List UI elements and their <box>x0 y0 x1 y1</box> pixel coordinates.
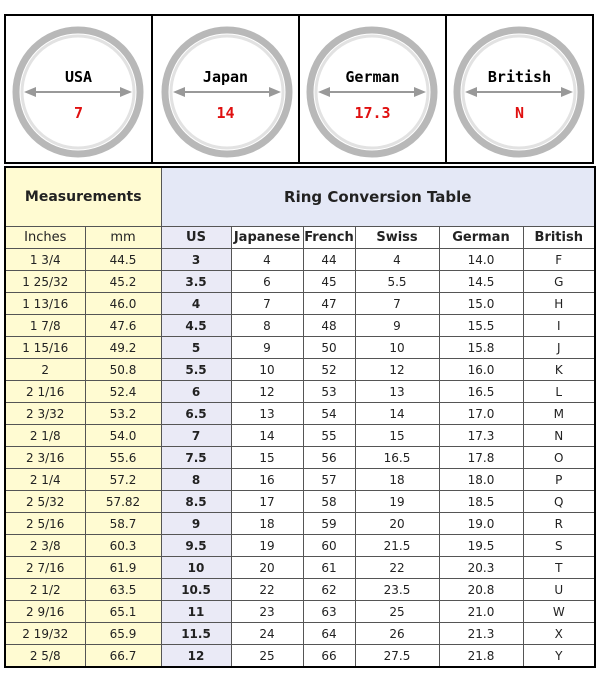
ring-size-illustrations <box>4 14 594 164</box>
table-cell: 6 <box>161 381 231 403</box>
table-cell: 50.8 <box>85 359 161 381</box>
table-row <box>5 447 595 469</box>
table-cell: 13 <box>231 403 303 425</box>
table-row <box>5 381 595 403</box>
table-cell: 22 <box>355 557 439 579</box>
table-cell: 49.2 <box>85 337 161 359</box>
table-row <box>5 293 595 315</box>
measurements-header: Measurements <box>5 167 161 227</box>
ring-value: 17.3 <box>354 104 391 122</box>
ring-icon <box>447 16 591 162</box>
table-row <box>5 513 595 535</box>
table-cell: 66 <box>303 645 355 668</box>
table-cell: U <box>523 579 595 601</box>
table-cell: G <box>523 271 595 293</box>
table-cell: 2 5/16 <box>5 513 85 535</box>
table-row <box>5 557 595 579</box>
table-cell: 17.0 <box>439 403 523 425</box>
table-cell: N <box>523 425 595 447</box>
table-cell: 15 <box>231 447 303 469</box>
table-cell: 2 3/8 <box>5 535 85 557</box>
table-cell: 59 <box>303 513 355 535</box>
table-cell: 20.8 <box>439 579 523 601</box>
column-header: Japanese <box>231 227 303 249</box>
table-cell: 2 3/16 <box>5 447 85 469</box>
table-cell: 54 <box>303 403 355 425</box>
table-cell: 19 <box>231 535 303 557</box>
table-cell: 20 <box>231 557 303 579</box>
table-cell: 9 <box>355 315 439 337</box>
table-cell: 7 <box>231 293 303 315</box>
table-row <box>5 623 595 645</box>
table-cell: 14 <box>355 403 439 425</box>
table-cell: 10 <box>355 337 439 359</box>
table-cell: 1 13/16 <box>5 293 85 315</box>
table-cell: 18 <box>231 513 303 535</box>
ring-icon <box>6 16 150 162</box>
table-cell: 21.0 <box>439 601 523 623</box>
table-cell: 14.5 <box>439 271 523 293</box>
table-cell: 18.0 <box>439 469 523 491</box>
table-cell: 11 <box>161 601 231 623</box>
table-row <box>5 249 595 271</box>
table-cell: 8.5 <box>161 491 231 513</box>
table-cell: 48 <box>303 315 355 337</box>
table-cell: 11.5 <box>161 623 231 645</box>
table-cell: 5.5 <box>355 271 439 293</box>
table-cell: 2 5/32 <box>5 491 85 513</box>
table-cell: 9 <box>161 513 231 535</box>
table-cell: 65.9 <box>85 623 161 645</box>
table-cell: 23.5 <box>355 579 439 601</box>
table-cell: 21.3 <box>439 623 523 645</box>
table-cell: 58.7 <box>85 513 161 535</box>
table-cell: P <box>523 469 595 491</box>
table-cell: 17.3 <box>439 425 523 447</box>
table-cell: 18.5 <box>439 491 523 513</box>
table-cell: 15.0 <box>439 293 523 315</box>
table-cell: 19.5 <box>439 535 523 557</box>
table-cell: 64 <box>303 623 355 645</box>
table-cell: 21.8 <box>439 645 523 668</box>
table-row <box>5 645 595 668</box>
column-header: mm <box>85 227 161 249</box>
table-cell: 2 5/8 <box>5 645 85 668</box>
table-cell: 3 <box>161 249 231 271</box>
ring-british <box>447 16 592 162</box>
table-cell: 14 <box>231 425 303 447</box>
ring-japan <box>153 16 300 162</box>
column-header: British <box>523 227 595 249</box>
table-cell: 6.5 <box>161 403 231 425</box>
table-cell: 60.3 <box>85 535 161 557</box>
table-cell: 20 <box>355 513 439 535</box>
ring-value: 14 <box>216 104 235 122</box>
table-cell: 63 <box>303 601 355 623</box>
ring-value: N <box>514 104 525 122</box>
table-cell: 1 3/4 <box>5 249 85 271</box>
table-row <box>5 359 595 381</box>
table-cell: 62 <box>303 579 355 601</box>
table-cell: 16.0 <box>439 359 523 381</box>
table-cell: 20.3 <box>439 557 523 579</box>
table-cell: 7 <box>355 293 439 315</box>
table-cell: 5 <box>161 337 231 359</box>
table-cell: 6 <box>231 271 303 293</box>
table-cell: 45.2 <box>85 271 161 293</box>
table-cell: R <box>523 513 595 535</box>
table-cell: 44.5 <box>85 249 161 271</box>
table-cell: 2 1/4 <box>5 469 85 491</box>
table-cell: 1 25/32 <box>5 271 85 293</box>
table-cell: 4 <box>161 293 231 315</box>
table-cell: 2 1/8 <box>5 425 85 447</box>
table-cell: 19 <box>355 491 439 513</box>
table-cell: 7 <box>161 425 231 447</box>
table-cell: 65.1 <box>85 601 161 623</box>
table-cell: L <box>523 381 595 403</box>
table-row <box>5 491 595 513</box>
table-cell: 15.8 <box>439 337 523 359</box>
table-cell: 3.5 <box>161 271 231 293</box>
table-title: Ring Conversion Table <box>161 167 595 227</box>
table-cell: 14.0 <box>439 249 523 271</box>
table-cell: 10 <box>231 359 303 381</box>
table-cell: 56 <box>303 447 355 469</box>
table-cell: 54.0 <box>85 425 161 447</box>
table-cell: 10.5 <box>161 579 231 601</box>
table-cell: 2 3/32 <box>5 403 85 425</box>
table-cell: 57.82 <box>85 491 161 513</box>
table-cell: 61.9 <box>85 557 161 579</box>
table-cell: S <box>523 535 595 557</box>
table-cell: 24 <box>231 623 303 645</box>
table-cell: Q <box>523 491 595 513</box>
table-cell: 10 <box>161 557 231 579</box>
table-cell: 25 <box>355 601 439 623</box>
table-cell: 23 <box>231 601 303 623</box>
table-cell: 63.5 <box>85 579 161 601</box>
table-cell: 16 <box>231 469 303 491</box>
table-cell: I <box>523 315 595 337</box>
table-cell: 26 <box>355 623 439 645</box>
table-cell: 50 <box>303 337 355 359</box>
table-cell: 18 <box>355 469 439 491</box>
table-cell: 17.8 <box>439 447 523 469</box>
column-header: Swiss <box>355 227 439 249</box>
table-cell: T <box>523 557 595 579</box>
table-cell: 22 <box>231 579 303 601</box>
table-cell: F <box>523 249 595 271</box>
table-cell: 7.5 <box>161 447 231 469</box>
ring-label: Japan <box>202 68 249 86</box>
table-cell: 57 <box>303 469 355 491</box>
table-cell: 27.5 <box>355 645 439 668</box>
table-cell: 9.5 <box>161 535 231 557</box>
table-cell: 5.5 <box>161 359 231 381</box>
table-cell: 8 <box>161 469 231 491</box>
table-row <box>5 425 595 447</box>
table-cell: 21.5 <box>355 535 439 557</box>
ring-label: USA <box>64 68 93 86</box>
table-cell: 8 <box>231 315 303 337</box>
table-cell: 16.5 <box>355 447 439 469</box>
table-cell: Y <box>523 645 595 668</box>
table-cell: 13 <box>355 381 439 403</box>
table-cell: 53.2 <box>85 403 161 425</box>
table-cell: 45 <box>303 271 355 293</box>
table-cell: 2 1/2 <box>5 579 85 601</box>
table-cell: 4 <box>355 249 439 271</box>
table-cell: 55 <box>303 425 355 447</box>
table-cell: 44 <box>303 249 355 271</box>
table-cell: 12 <box>231 381 303 403</box>
table-cell: 2 <box>5 359 85 381</box>
table-cell: J <box>523 337 595 359</box>
table-cell: 60 <box>303 535 355 557</box>
table-row <box>5 535 595 557</box>
table-cell: 12 <box>355 359 439 381</box>
table-cell: X <box>523 623 595 645</box>
ring-value: 7 <box>73 104 84 122</box>
table-cell: 4 <box>231 249 303 271</box>
table-row <box>5 271 595 293</box>
ring-conversion-table <box>4 166 596 668</box>
table-cell: 25 <box>231 645 303 668</box>
table-cell: 19.0 <box>439 513 523 535</box>
table-cell: 15 <box>355 425 439 447</box>
table-cell: K <box>523 359 595 381</box>
table-cell: 16.5 <box>439 381 523 403</box>
table-cell: 52 <box>303 359 355 381</box>
table-cell: 55.6 <box>85 447 161 469</box>
table-cell: W <box>523 601 595 623</box>
table-cell: 66.7 <box>85 645 161 668</box>
column-header-row <box>5 227 595 249</box>
ring-icon <box>153 16 297 162</box>
table-cell: 12 <box>161 645 231 668</box>
table-cell: 4.5 <box>161 315 231 337</box>
ring-icon <box>300 16 444 162</box>
table-cell: 2 19/32 <box>5 623 85 645</box>
table-cell: 1 15/16 <box>5 337 85 359</box>
table-body <box>5 249 595 668</box>
table-cell: 2 7/16 <box>5 557 85 579</box>
column-header: Inches <box>5 227 85 249</box>
table-cell: 57.2 <box>85 469 161 491</box>
table-cell: M <box>523 403 595 425</box>
table-cell: 47.6 <box>85 315 161 337</box>
table-row <box>5 403 595 425</box>
ring-label: German <box>345 68 400 86</box>
table-row <box>5 469 595 491</box>
table-cell: 61 <box>303 557 355 579</box>
table-row <box>5 579 595 601</box>
table-cell: 15.5 <box>439 315 523 337</box>
table-cell: 1 7/8 <box>5 315 85 337</box>
table-cell: 46.0 <box>85 293 161 315</box>
table-cell: 2 9/16 <box>5 601 85 623</box>
ring-german <box>300 16 447 162</box>
table-cell: 52.4 <box>85 381 161 403</box>
column-header: German <box>439 227 523 249</box>
ring-label: British <box>487 68 552 86</box>
table-cell: 53 <box>303 381 355 403</box>
table-cell: 58 <box>303 491 355 513</box>
table-cell: 9 <box>231 337 303 359</box>
table-cell: 2 1/16 <box>5 381 85 403</box>
table-row <box>5 601 595 623</box>
table-cell: 17 <box>231 491 303 513</box>
table-row <box>5 315 595 337</box>
table-cell: O <box>523 447 595 469</box>
table-cell: 47 <box>303 293 355 315</box>
column-header: US <box>161 227 231 249</box>
ring-usa <box>6 16 153 162</box>
column-header: French <box>303 227 355 249</box>
table-row <box>5 337 595 359</box>
table-cell: H <box>523 293 595 315</box>
